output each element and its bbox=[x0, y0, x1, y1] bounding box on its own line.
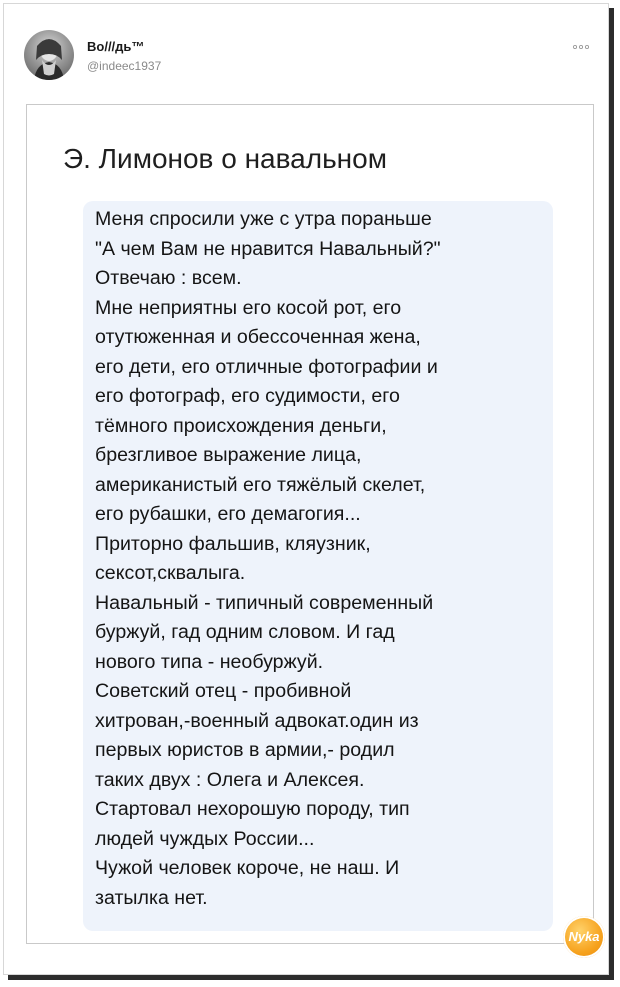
quote-line: затылка нет. bbox=[95, 886, 208, 909]
quote-line: людей чуждых России... bbox=[95, 827, 315, 850]
quote-line: Приторно фальшив, кляузник, bbox=[95, 532, 371, 555]
attached-image-card[interactable] bbox=[26, 104, 594, 944]
card-title: Э. Лимонов о навальном bbox=[63, 143, 387, 174]
quote-line: "А чем Вам не нравится Навальный?" bbox=[95, 237, 441, 260]
quote-line: Чужой человек короче, не наш. И bbox=[95, 857, 400, 879]
quote-line: Меня спросили уже с утра пораньше bbox=[95, 208, 432, 230]
quote-line: таких двух : Олега и Алексея. bbox=[95, 768, 365, 791]
quote-line: его дети, его отличные фотографии и bbox=[95, 355, 438, 378]
quote-line: Мне неприятны его косой рот, его bbox=[95, 296, 402, 319]
quote-line: отутюженная и обессоченная жена, bbox=[95, 326, 421, 348]
more-horizontal-icon[interactable] bbox=[572, 40, 590, 50]
quote-bubble bbox=[83, 201, 553, 931]
watermark-label: Nyka bbox=[568, 929, 600, 944]
quote-line: его рубашки, его демагогия... bbox=[95, 503, 361, 525]
quote-line: хитрован,-военный адвокат.один из bbox=[95, 709, 419, 732]
quote-line: буржуй, гад одним словом. И гад bbox=[95, 621, 395, 643]
quote-line: Советский отец - пробивной bbox=[95, 680, 352, 702]
user-handle[interactable]: @indeec1937 bbox=[87, 59, 162, 73]
avatar[interactable] bbox=[24, 30, 74, 80]
quote-line: брезгливое выражение лица, bbox=[95, 444, 362, 466]
quote-line: сексот,сквалыга. bbox=[95, 562, 246, 584]
quote-line: Отвечаю : всем. bbox=[95, 267, 242, 289]
avatar-portrait-icon bbox=[24, 30, 74, 80]
quote-line: тёмного происхождения деньги, bbox=[95, 414, 387, 437]
quote-text bbox=[95, 205, 555, 913]
quote-line: американистый его тяжёлый скелет, bbox=[95, 473, 426, 496]
watermark-logo bbox=[563, 916, 605, 958]
display-name[interactable]: Во///дь™ bbox=[87, 39, 145, 54]
quote-line: нового типа - необуржуй. bbox=[95, 650, 324, 673]
quote-line: Навальный - типичный современный bbox=[95, 591, 434, 614]
quote-line: Стартовал нехорошую породу, тип bbox=[95, 798, 410, 820]
quote-line: первых юристов в армии,- родил bbox=[95, 739, 395, 761]
quote-line: его фотограф, его судимости, его bbox=[95, 385, 400, 407]
tweet-frame bbox=[3, 3, 609, 975]
tweet-header bbox=[4, 4, 608, 94]
